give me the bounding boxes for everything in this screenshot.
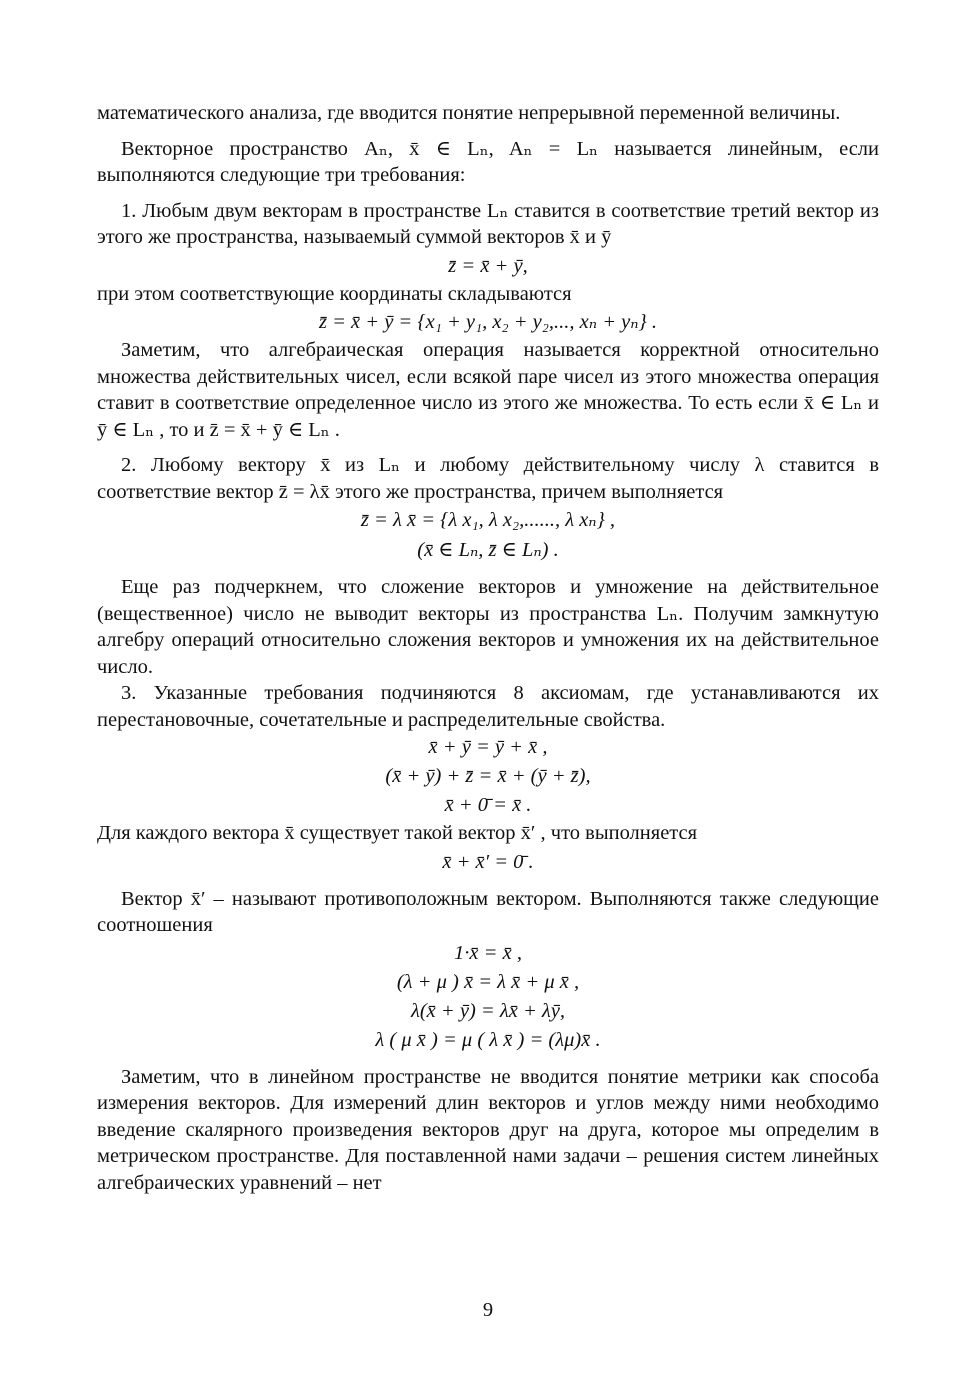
paragraph-closed-algebra: Еще раз подчеркнем, что сложение векторов и умножение на действительное (вещественное) число не выводит векторы из пространства Lₙ. Получим замкнутую алгебру операций относительно сложения векторов и умножения их на действительное число. <box>97 576 879 678</box>
formula-commutative: x̄ + ȳ = ȳ + x̄ , <box>428 736 548 758</box>
paragraph-opposite-vector: Вектор x̄′ – называют противоположным вектором. Выполняются также следующие соотношения <box>97 887 879 936</box>
paragraph-opposite-exists: Для каждого вектора x̄ существует такой вектор x̄′ , что выполняется <box>97 822 698 844</box>
paragraph-correct-operation: Заметим, что алгебраическая операция называется корректной относительно множества действительных чисел, если всякой паре чисел из этого множества операция ставит в соответствие определенное число из этого же множества. То есть если x̄ ∈ Lₙ и ȳ ∈ Lₙ , то и z̄ = x̄ + ȳ ∈ Lₙ . <box>97 339 879 441</box>
paragraph-metric-note: Заметим, что в линейном пространстве не вводится понятие метрики как способа измерения векторов. Для измерений длин векторов и углов между ними необходимо введение скалярного произведения векторов друг на друга, которое мы определим в метрическом пространстве. Для поставленной нами задачи – решения систем линейных алгебраических уравнений – нет <box>97 1065 879 1194</box>
paragraph-requirement-2: 2. Любому вектору x̄ из Lₙ и любому действительному числу λ ставится в соответствие вектор z̄ = λx̄ этого же пространства, причем выполняется <box>97 454 879 503</box>
formula-associative: (x̄ + ȳ) + z̄ = x̄ + (ȳ + z̄), <box>385 765 591 787</box>
paragraph-vector-space-definition: Векторное пространство Aₙ, x̄ ∈ Lₙ, Aₙ = Lₙ называется линейным, если выполняются следующие три требования: <box>97 137 879 186</box>
formula-scalar-associative: λ ( μ x̄ ) = μ ( λ x̄ ) = (λμ)x̄ . <box>375 1028 601 1051</box>
paragraph-intro-end: математического анализа, где вводится понятие непрерывной переменной величины. <box>97 102 841 124</box>
formula-vector-sum: z̄ = x̄ + ȳ, <box>448 254 528 277</box>
formula-membership: (x̄ ∈ Lₙ, z̄ ∈ Lₙ) . <box>417 539 559 561</box>
page-number: 9 <box>482 1299 494 1321</box>
formula-zero-vector: x̄ + 0̄ = x̄ . <box>444 794 532 816</box>
formula-distributive-scalars: (λ + μ ) x̄ = λ x̄ + μ x̄ , <box>396 970 580 993</box>
formula-unit-multiplication: 1·x̄ = x̄ , <box>454 941 522 964</box>
formula-opposite-sum: x̄ + x̄′ = 0̄ . <box>442 850 534 873</box>
paragraph-requirement-1: 1. Любым двум векторам в пространстве Lₙ ставится в соответствие третий вектор из этого же пространства, называемый суммой векторов x̄ и ȳ <box>97 199 879 248</box>
formula-scalar-multiplication: z̄ = λ x̄ = {λ x₁, λ x₂,......, λ xₙ} , <box>360 509 616 531</box>
paragraph-requirement-3: 3. Указанные требования подчиняются 8 аксиомам, где устанавливаются их перестановочные, сочетательные и распределительные свойства. <box>97 682 879 731</box>
paragraph-coordinates-add: при этом соответствующие координаты складываются <box>97 282 572 305</box>
formula-distributive-vectors: λ(x̄ + ȳ) = λx̄ + λȳ, <box>410 999 566 1022</box>
text-body <box>97 100 879 1196</box>
formula-coordinate-sum: z̄ = x̄ + ȳ = {x₁ + y₁, x₂ + y₂,..., xₙ + yₙ} . <box>318 311 658 333</box>
